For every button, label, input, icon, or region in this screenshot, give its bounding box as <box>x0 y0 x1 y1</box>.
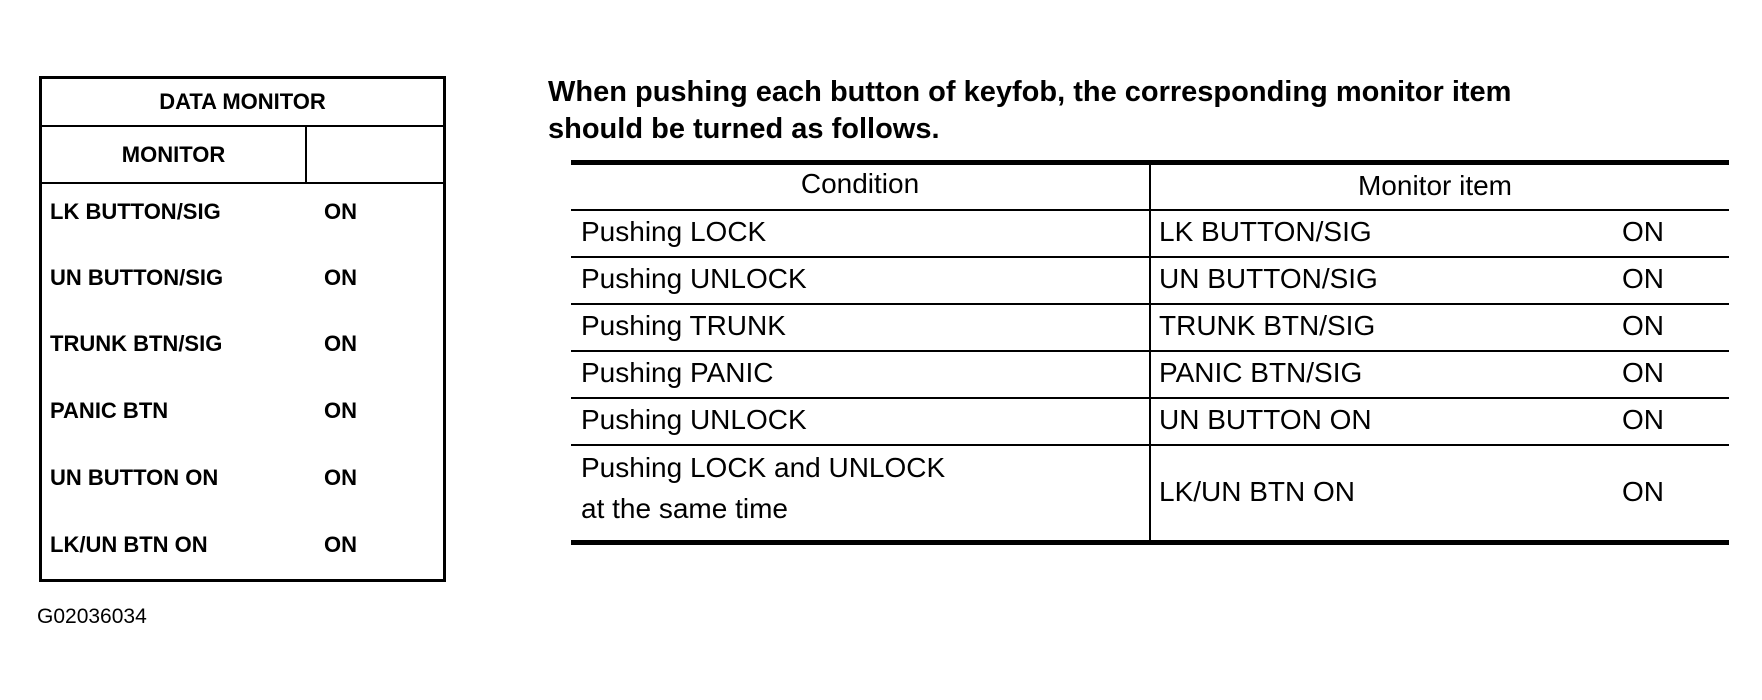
condition-cell: Pushing PANIC <box>581 357 774 388</box>
state-cell: ON <box>1622 476 1664 507</box>
monitor-item-cell: LK BUTTON/SIG <box>1159 216 1372 247</box>
monitor-item-value: ON <box>324 532 357 557</box>
data-monitor-panel <box>39 76 446 582</box>
monitor-item-value: ON <box>324 199 357 224</box>
monitor-item-value: ON <box>324 465 357 490</box>
figure-id: G02036034 <box>37 605 147 628</box>
monitor-row <box>42 258 443 298</box>
monitor-item-cell: UN BUTTON ON <box>1159 404 1372 435</box>
state-cell: ON <box>1622 310 1664 341</box>
condition-cell: Pushing UNLOCK <box>581 263 807 294</box>
monitor-header-label: MONITOR <box>42 127 307 182</box>
data-monitor-title: DATA MONITOR <box>42 79 443 127</box>
monitor-row <box>42 391 443 431</box>
monitor-row <box>42 324 443 364</box>
condition-cell: Pushing LOCK <box>581 216 767 247</box>
state-cell: ON <box>1622 263 1664 294</box>
table-column-divider <box>1149 160 1151 545</box>
condition-cell: Pushing UNLOCK <box>581 404 807 435</box>
instruction-line: should be turned as follows. <box>548 113 940 145</box>
state-cell: ON <box>1622 404 1664 435</box>
condition-cell: Pushing LOCK and UNLOCK <box>581 452 946 483</box>
monitor-item-cell: LK/UN BTN ON <box>1159 476 1356 507</box>
monitor-item-label: UN BUTTON/SIG <box>50 265 224 290</box>
monitor-row <box>42 525 443 565</box>
header-monitor-item: Monitor item <box>1357 170 1513 201</box>
monitor-header-value <box>307 127 443 182</box>
monitor-item-label: UN BUTTON ON <box>50 465 219 490</box>
monitor-header-row <box>42 127 443 184</box>
monitor-item-value: ON <box>324 398 357 423</box>
state-cell: ON <box>1622 357 1664 388</box>
instruction-line: When pushing each button of keyfob, the corresponding monitor item <box>548 76 1512 108</box>
condition-cell: Pushing TRUNK <box>581 310 786 341</box>
monitor-item-label: TRUNK BTN/SIG <box>50 331 223 356</box>
monitor-item-cell: PANIC BTN/SIG <box>1159 357 1363 388</box>
instruction-text <box>548 74 1728 148</box>
monitor-item-value: ON <box>324 265 357 290</box>
monitor-item-cell: TRUNK BTN/SIG <box>1159 310 1376 341</box>
condition-table <box>571 160 1729 545</box>
monitor-item-label: PANIC BTN <box>50 398 169 423</box>
monitor-row <box>42 458 443 498</box>
monitor-item-value: ON <box>324 331 357 356</box>
monitor-row <box>42 192 443 232</box>
state-cell: ON <box>1622 216 1664 247</box>
header-condition: Condition <box>800 168 920 199</box>
condition-cell-line2: at the same time <box>581 493 788 524</box>
monitor-item-label: LK BUTTON/SIG <box>50 199 221 224</box>
monitor-item-cell: UN BUTTON/SIG <box>1159 263 1378 294</box>
monitor-item-label: LK/UN BTN ON <box>50 532 208 557</box>
